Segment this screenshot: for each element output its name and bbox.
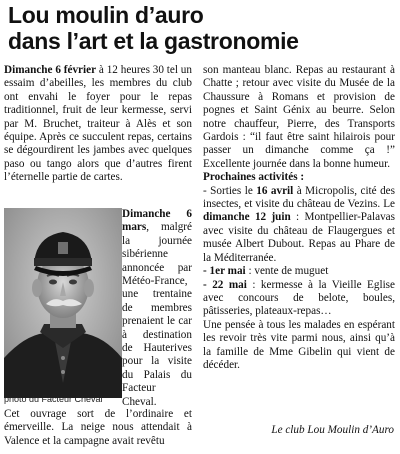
activity-1-prefix: - Sorties le [203,184,257,197]
photo-caption: photo du Facteur Cheval [4,394,103,404]
activity-1-date: 16 avril [256,184,294,197]
signature: Le club Lou Moulin d’Auro [271,424,394,436]
mid-paragraph [122,208,192,409]
activity-1-mid: à Micropolis, cité des insectes, et visite du château de Vezins. Le [203,184,395,211]
activity-3-date: - 22 mai [203,278,247,291]
title-line-2: dans l’art et la gastronomie [8,28,299,54]
activity-2-date: - 1er mai [203,265,246,278]
portrait-photo [4,208,122,398]
lead-paragraph [4,64,192,185]
right-top-paragraph: son manteau blanc. Repas au restaurant à Chatte ; retour avec visite du Musée de la Chaussure à Romans et provision de pognes et Saint Génix au beurre. Selon notre chauffeur, Pierre, des Transports Gardois : “il faut être saint hilairois pour passer un dimanche comme ça !” Excellente journée dans la bonne humeur. [203,64,395,170]
activity-1-text: : Montpellier-Palavas avec visite du château de Flaugergues et musée Albert Dubout. Repas au Phare de la Méditerranée. [203,211,395,264]
mid-text: , malgré la journée sibérienne annoncée par Météo-France, une trentaine de membres prenaient le car à destination de Hauterives pour la visite du Palais du Facteur Cheval. [122,221,192,408]
mid-date: Dimanche 6 mars [122,208,192,234]
activity-3 [203,279,395,319]
closing-paragraph: Une pensée à tous les malades en espérant les revoir très vite parmi nous, ainsi qu’à la famille de Mme Gibelin qui vient de décéder. [203,318,395,371]
activity-1-date2: dimanche 12 juin [203,211,291,224]
activity-3-text: : kermesse à la Vieille Eglise avec concours de belote, boules, pâtisseries, plateaux-repas… [203,278,395,318]
activity-1 [203,185,395,265]
right-column [203,64,395,372]
title-line-1: Lou moulin d’auro [8,2,204,28]
lead-text: à 12 heures 30 tel un essaim d’abeilles, les membres du club ont envahi le foyer pour le repas traditionnel, fruit de leur kermesse, servi par M. Bruchet, traiteur à Alès et son équipe. Après ce succulent repas, certains se dégourdirent les jambes avec quelques paso ou tango alors que d’autres firent l’éternelle partie de cartes. [4,64,192,184]
left-column [4,64,192,185]
photo-facteur-cheval [4,208,122,398]
lead-date: Dimanche 6 février [4,64,97,76]
wide-paragraph: Cet ouvrage sort de l’ordinaire et émerveille. La neige nous attendait à Valence et la campagne avait revêtu [4,408,192,447]
activity-2-text: : vente de muguet [245,265,329,278]
activities-heading: Prochaines activités : [203,171,305,184]
article-title [8,2,396,54]
activity-2 [203,265,395,278]
